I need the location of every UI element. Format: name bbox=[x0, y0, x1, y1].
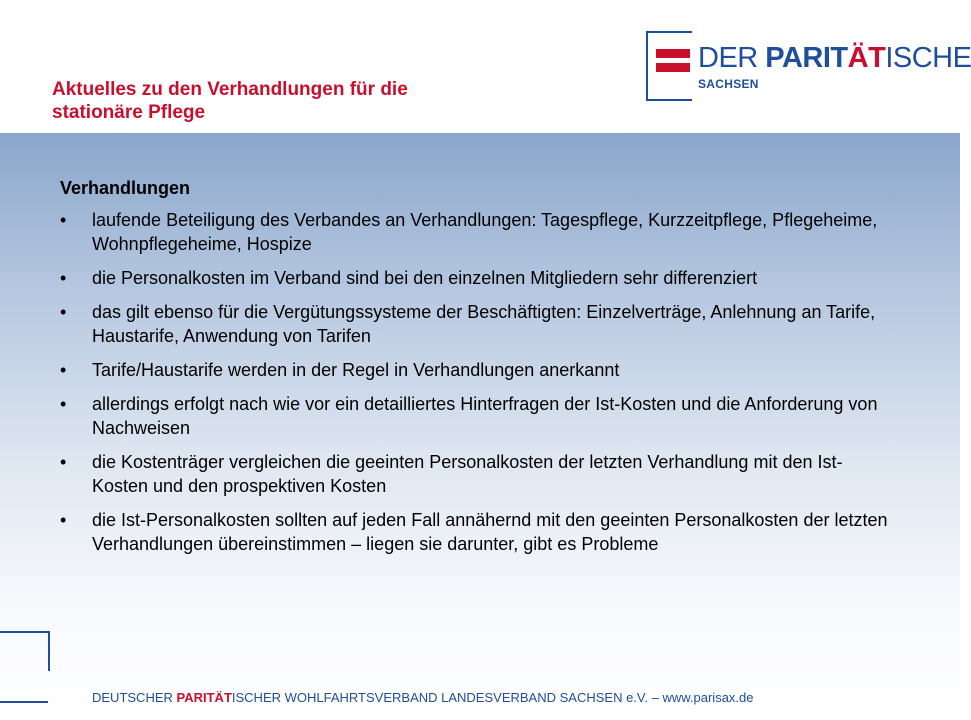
paritaetische-logo bbox=[646, 31, 971, 99]
bullet-item: • die Ist-Personalkosten sollten auf jeden Fall annähernd mit den geeinten Personalkosten der letzten Verhandlungen übereinstimmen – liegen sie darunter, gibt es Probleme bbox=[60, 508, 890, 556]
slide-title-line-1: Aktuelles zu den Verhandlungen für die bbox=[52, 79, 408, 100]
logo-subtitle: SACHSEN bbox=[698, 77, 759, 91]
corner-bracket-decoration bbox=[0, 631, 50, 671]
bullet-item: • Tarife/Haustarife werden in der Regel in Verhandlungen anerkannt bbox=[60, 358, 890, 382]
footer-part-1: DEUTSCHER bbox=[92, 690, 177, 705]
footer-divider bbox=[0, 701, 48, 703]
bullet-item: • die Personalkosten im Verband sind bei den einzelnen Mitgliedern sehr differenziert bbox=[60, 266, 890, 290]
slide-title-line-2: stationäre Pflege bbox=[52, 102, 206, 123]
bullet-item: • die Kostenträger vergleichen die geeinten Personalkosten der letzten Verhandlung mit den Ist-Kosten und den prospektiven Kosten bbox=[60, 450, 890, 498]
bullet-item: • laufende Beteiligung des Verbandes an Verhandlungen: Tagespflege, Kurzzeitpflege, Pflegeheime, Wohnpflegeheime, Hospize bbox=[60, 208, 890, 256]
logo-word-parit: PARIT bbox=[765, 42, 848, 74]
logo-word-der: DER bbox=[698, 42, 766, 74]
section-heading: Verhandlungen bbox=[60, 178, 191, 198]
bullet-list bbox=[60, 208, 890, 556]
slide-title bbox=[52, 78, 612, 124]
logo-word-ische: ISCHE bbox=[885, 42, 971, 74]
bullet-item: • allerdings erfolgt nach wie vor ein detailliertes Hinterfragen der Ist-Kosten und die Anforderung von Nachweisen bbox=[60, 392, 890, 440]
footer-part-2: PARITÄT bbox=[176, 690, 232, 705]
footer-text bbox=[92, 690, 754, 706]
logo-stripe-top-icon bbox=[656, 49, 690, 58]
slide-content bbox=[60, 176, 890, 566]
logo-stripe-bottom-icon bbox=[656, 63, 690, 72]
logo-wordmark bbox=[698, 42, 971, 74]
bullet-item: • das gilt ebenso für die Vergütungssysteme der Beschäftigten: Einzelverträge, Anlehnung an Tarife, Haustarife, Anwendung von Tarifen bbox=[60, 300, 890, 348]
footer-part-3: ISCHER WOHLFAHRTSVERBAND LANDESVERBAND SACHSEN e.V. – www.parisax.de bbox=[231, 690, 754, 705]
logo-word-aet: ÄT bbox=[847, 42, 886, 74]
